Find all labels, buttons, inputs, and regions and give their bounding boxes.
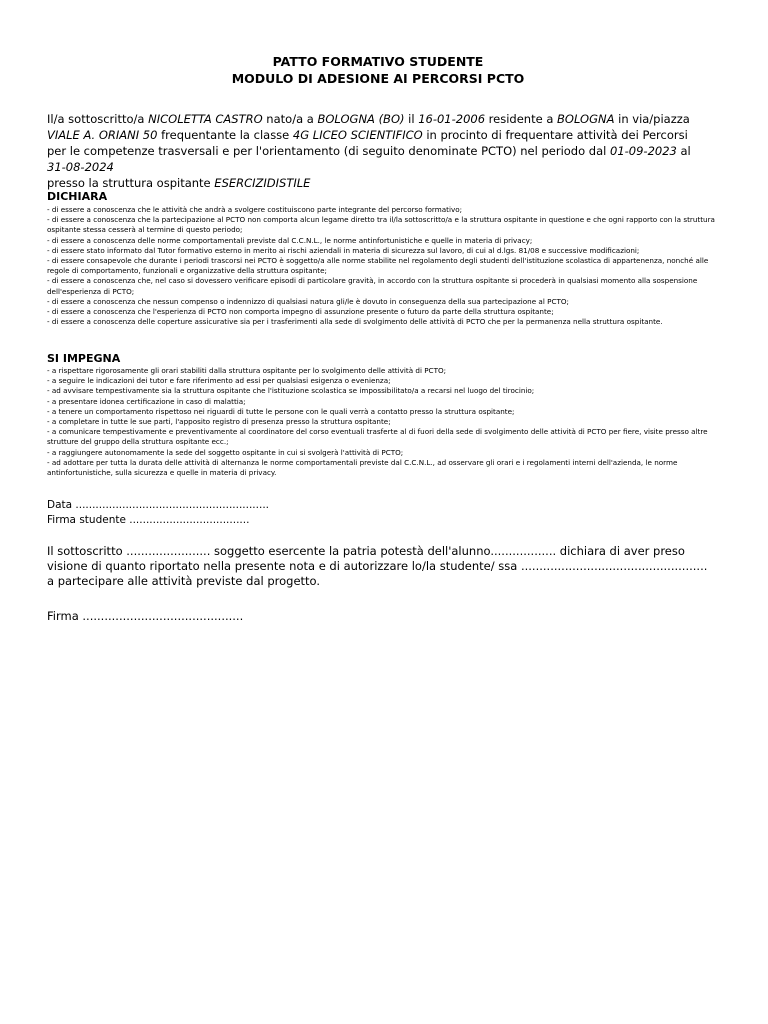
list-item: - di essere a conoscenza delle norme comportamentali previste dal C.C.N.L., le norme antinfortunistiche e quelle in materia di privacy;	[47, 235, 533, 245]
intro-text: frequentante la classe	[157, 128, 293, 142]
intro-text: al	[676, 144, 691, 158]
intro-text: residente a	[485, 112, 558, 126]
period-end-date: 31-08-2024	[47, 160, 114, 174]
date-signature-line: Data ..........................................................	[47, 499, 269, 511]
document-title: PATTO FORMATIVO STUDENTE	[272, 54, 484, 69]
parent-authorization-paragraph: Il sottoscritto ....................... soggetto esercente la patria potestà dell'alunno.................. dichiara di aver preso visione di quanto riportato nella presente nota e di autorizzare lo/la studente/ ssa ................................................... a partecipare alle attività previste dal progetto.	[47, 544, 708, 588]
impegna-list	[47, 366, 717, 478]
student-name: NICOLETTA CASTRO	[148, 112, 263, 126]
list-item: - a raggiungere autonomamente la sede del soggetto ospitante in cui si svolgerà l'attività di PCTO;	[47, 447, 404, 457]
student-signature-line: Firma studente ....................................	[47, 514, 250, 526]
intro-text: il	[404, 112, 419, 126]
student-class: 4G LICEO SCIENTIFICO	[292, 128, 423, 142]
list-item: - di essere stato informato dal Tutor formativo esterno in merito ai rischi aziendali in materia di sicurezza sul lavoro, di cui al d.lgs. 81/08 e successive modificazioni;	[47, 245, 640, 255]
list-item: - a rispettare rigorosamente gli orari stabiliti dalla struttura ospitante per lo svolgimento delle attività di PCTO;	[47, 366, 447, 375]
list-item: - di essere a conoscenza che nessun compenso o indennizzo di qualsiasi natura gli/le è dovuto in conseguenza della sua partecipazione al PCTO;	[47, 296, 569, 306]
residence-city: BOLOGNA	[557, 112, 615, 126]
list-item: - a seguire le indicazioni dei tutor e fare riferimento ad essi per qualsiasi esigenza o evenienza;	[47, 376, 391, 386]
list-item: - di essere a conoscenza delle coperture assicurative sia per i trasferimenti alla sede di svolgimento delle attività di PCTO che per la permanenza nella struttura ospitante.	[47, 317, 663, 327]
intro-text: presso la struttura ospitante	[47, 176, 215, 190]
list-item: - di essere a conoscenza che la partecipazione al PCTO non comporta alcun legame diretto tra il/la sottoscritto/a e la struttura ospitante in questione e che ogni rapporto con la struttura ospitante stessa cesserà al termine di questo periodo;	[47, 215, 715, 235]
list-item: - di essere a conoscenza che l'esperienza di PCTO non comporta impegno di assunzione presente o futuro da parte della struttura ospitante;	[47, 307, 554, 317]
student-intro-paragraph	[47, 111, 707, 191]
dichiara-list	[47, 205, 717, 327]
parent-signature-line: Firma ............................................	[47, 609, 244, 623]
list-item: - di essere a conoscenza che, nel caso si dovessero verificare episodi di particolare gravità, in accordo con la struttura ospitante si procederà in qualsiasi momento alla sospensione dell'esperienza di PCTO;	[47, 276, 698, 296]
list-item: - di essere a conoscenza che le attività che andrà a svolgere costituiscono parte integrante del percorso formativo;	[47, 205, 463, 214]
impegna-heading: SI IMPEGNA	[47, 352, 121, 365]
intro-text: nato/a a	[262, 112, 318, 126]
intro-text: in via/piazza	[614, 112, 690, 126]
list-item: - di essere consapevole che durante i periodi trascorsi nei PCTO è soggetto/a alle norme stabilite nel regolamento degli studenti dell'istituzione scolastica di appartenenza, nonché alle regole di comportamento, funzionali e organizzative della struttura ospitante;	[47, 256, 709, 276]
list-item: - a presentare idonea certificazione in caso di malattia;	[47, 396, 246, 406]
list-item: - a completare in tutte le sue parti, l'apposito registro di presenza presso la struttura ospitante;	[47, 417, 391, 427]
intro-text: Il/a sottoscritto/a	[47, 112, 149, 126]
host-organization: ESERCIZIDISTILE	[214, 176, 311, 190]
dichiara-heading: DICHIARA	[47, 190, 108, 203]
document-subtitle: MODULO DI ADESIONE AI PERCORSI PCTO	[231, 71, 525, 86]
intro-text: in procinto di frequentare attività dei Percorsi per le competenze trasversali e per l'orientamento (di seguito denominate PCTO) nel periodo dal	[47, 128, 688, 158]
period-start-date: 01-09-2023	[610, 144, 677, 158]
street-address: VIALE A. ORIANI 50	[47, 128, 158, 142]
list-item: - a tenere un comportamento rispettoso nei riguardi di tutte le persone con le quali verrà a contatto presso la struttura ospitante;	[47, 406, 515, 416]
list-item: - ad adottare per tutta la durata delle attività di alternanza le norme comportamentali previste dal C.C.N.L., ad osservare gli orari e i regolamenti interni dell'azienda, le norme antinfortunistiche, sulla sicurezza e quelle in materia di privacy.	[47, 457, 678, 478]
birth-date: 16-01-2006	[418, 112, 486, 126]
list-item: - ad avvisare tempestivamente sia la struttura ospitante che l'istituzione scolastica se impossibilitato/a a recarsi nel luogo del tirocinio;	[47, 386, 535, 396]
list-item: - a comunicare tempestivamente e preventivamente al coordinatore del corso eventuali trasferte al di fuori della sede di svolgimento delle attività di PCTO per fiere, visite presso altre strutture del gruppo della struttura ospitante ecc.;	[47, 427, 708, 447]
birth-place: BOLOGNA (BO)	[317, 112, 405, 126]
